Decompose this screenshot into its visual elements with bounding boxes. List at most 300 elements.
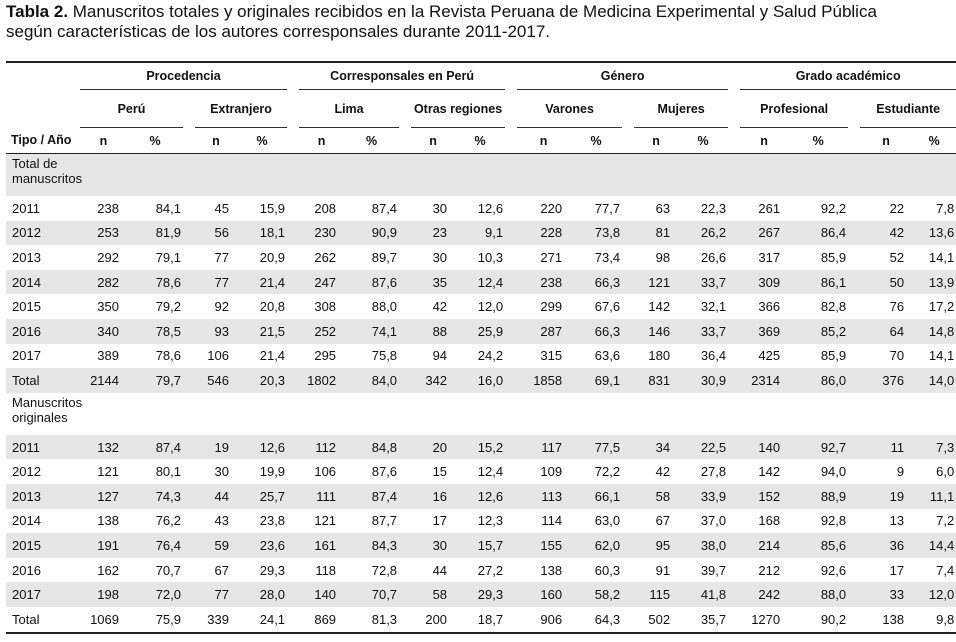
cell-n: 191 — [80, 533, 127, 558]
cell-n: 369 — [740, 319, 788, 344]
cell-n: 309 — [740, 270, 788, 295]
table-row — [6, 245, 956, 270]
cell-pct: 66,3 — [570, 319, 622, 344]
cell-n: 45 — [214, 200, 229, 216]
cell-pct: 14,8 — [912, 319, 956, 344]
cell-n: 112 — [299, 435, 344, 460]
cell-n: 161 — [299, 533, 344, 558]
cell-pct: 78,6 — [127, 270, 183, 295]
cell-pct: 85,9 — [820, 348, 847, 364]
unit-n-header: n — [195, 128, 237, 154]
cell-n: 138 — [540, 562, 563, 578]
cell-pct: 78,6 — [155, 348, 181, 364]
cell-pct: 85,6 — [788, 533, 848, 558]
cell-n: 502 — [648, 611, 671, 627]
section-row — [6, 154, 956, 197]
unit-n-header: n — [411, 128, 455, 154]
cell-pct: 12,4 — [455, 270, 505, 295]
cell-pct: 77,7 — [594, 200, 621, 216]
cell-n: 230 — [299, 221, 344, 246]
cell-n: 152 — [740, 484, 788, 509]
cell-n: 339 — [207, 611, 229, 627]
cell-pct: 18,1 — [237, 221, 287, 246]
row-year: 2011 — [12, 200, 40, 216]
cell-pct: 20,3 — [237, 368, 287, 393]
cell-n: 308 — [314, 299, 337, 315]
cell-n: 869 — [314, 611, 337, 627]
cell-n: 44 — [432, 562, 448, 578]
cell-n: 77 — [195, 270, 237, 295]
cell-n: 77 — [214, 249, 229, 265]
row-year: 2017 — [12, 348, 41, 364]
cell-n: 317 — [758, 249, 781, 265]
cell-n: 17 — [432, 513, 448, 529]
cell-n: 50 — [860, 270, 912, 295]
cell-n: 168 — [758, 513, 781, 529]
cell-n: 287 — [517, 319, 570, 344]
unit-pct-header: % — [912, 128, 956, 154]
cell-n: 342 — [411, 368, 455, 393]
cell-n: 208 — [314, 200, 337, 216]
cell-n: 198 — [80, 582, 127, 607]
cell-n: 253 — [80, 221, 127, 246]
cell-pct: 85,9 — [820, 249, 847, 265]
cell-n: 19 — [860, 484, 912, 509]
unit-n-header: n — [860, 128, 912, 154]
row-year: 2016 — [6, 319, 80, 344]
cell-n: 16 — [411, 484, 455, 509]
cell-n: 94 — [432, 348, 448, 364]
cell-pct: 14,0 — [912, 368, 956, 393]
group-header: Corresponsales en Perú — [299, 62, 505, 90]
cell-n: 111 — [299, 484, 344, 509]
table-row — [6, 294, 956, 319]
cell-pct: 74,3 — [127, 484, 183, 509]
cell-pct: 15,2 — [455, 435, 505, 460]
table-row — [6, 196, 956, 221]
cell-n: 17 — [889, 562, 905, 578]
cell-pct: 30,9 — [678, 368, 728, 393]
cell-pct: 76,4 — [127, 533, 183, 558]
cell-pct: 18,7 — [477, 611, 504, 627]
cell-pct: 20,9 — [259, 249, 286, 265]
cell-n: 376 — [860, 368, 912, 393]
cell-pct: 84,0 — [344, 368, 399, 393]
cell-n: 30 — [432, 200, 448, 216]
cell-n: 42 — [432, 299, 448, 315]
row-year: Total — [6, 368, 80, 393]
cell-pct: 79,7 — [127, 368, 183, 393]
cell-pct: 16,0 — [455, 368, 505, 393]
unit-n-header: n — [517, 128, 570, 154]
cell-pct: 25,7 — [237, 484, 287, 509]
cell-n: 1802 — [299, 368, 344, 393]
unit-n-header: n — [634, 128, 678, 154]
cell-pct: 60,3 — [594, 562, 621, 578]
unit-n-header: n — [740, 128, 788, 154]
sub-header: Extranjero — [195, 90, 287, 128]
cell-n: 262 — [314, 249, 337, 265]
cell-pct: 27,2 — [477, 562, 504, 578]
cell-n: 220 — [540, 200, 563, 216]
cell-n: 127 — [80, 484, 127, 509]
cell-pct: 87,4 — [127, 435, 183, 460]
cell-pct: 94,0 — [820, 464, 847, 480]
cell-n: 114 — [541, 513, 563, 529]
cell-n: 140 — [740, 435, 788, 460]
cell-n: 132 — [80, 435, 127, 460]
cell-pct: 10,3 — [477, 249, 504, 265]
cell-n: 1858 — [517, 368, 570, 393]
cell-n: 30 — [214, 464, 229, 480]
cell-pct: 29,3 — [455, 582, 505, 607]
cell-pct: 92,8 — [820, 513, 847, 529]
cell-pct: 28,0 — [237, 582, 287, 607]
cell-n: 425 — [758, 348, 781, 364]
cell-pct: 20,8 — [259, 299, 286, 315]
table-row — [6, 607, 956, 633]
cell-pct: 81,3 — [371, 611, 398, 627]
cell-pct: 41,8 — [678, 582, 728, 607]
cell-n: 42 — [860, 221, 912, 246]
row-year: 2012 — [12, 464, 41, 480]
cell-n: 77 — [195, 582, 237, 607]
cell-n: 59 — [195, 533, 237, 558]
cell-pct: 81,9 — [127, 221, 183, 246]
cell-pct: 32,1 — [700, 299, 727, 315]
section-title-text: Manuscritos originales — [12, 394, 83, 425]
cell-n: 42 — [655, 464, 671, 480]
cell-pct: 87,4 — [371, 200, 398, 216]
cell-n: 35 — [411, 270, 455, 295]
cell-n: 92 — [214, 299, 229, 315]
row-year: 2015 — [6, 533, 80, 558]
row-year: 2011 — [6, 435, 80, 460]
cell-n: 33 — [860, 582, 912, 607]
cell-pct: 7,3 — [912, 435, 956, 460]
row-year: 2014 — [6, 270, 80, 295]
cell-pct: 77,5 — [570, 435, 622, 460]
cell-n: 146 — [634, 319, 678, 344]
cell-pct: 84,1 — [155, 200, 181, 216]
unit-pct-header: % — [127, 128, 183, 154]
cell-n: 106 — [314, 464, 337, 480]
sub-header: Perú — [80, 90, 183, 128]
row-year: 2017 — [6, 582, 80, 607]
cell-pct: 12,6 — [455, 484, 505, 509]
cell-n: 19 — [195, 435, 237, 460]
cell-pct: 69,1 — [570, 368, 622, 393]
cell-pct: 89,7 — [371, 249, 398, 265]
cell-pct: 29,3 — [259, 562, 286, 578]
cell-pct: 13,9 — [912, 270, 956, 295]
cell-n: 315 — [540, 348, 563, 364]
cell-pct: 22,3 — [700, 200, 727, 216]
cell-n: 81 — [634, 221, 678, 246]
cell-pct: 92,2 — [820, 200, 847, 216]
cell-pct: 66,1 — [570, 484, 622, 509]
cell-pct: 67,6 — [594, 299, 621, 315]
cell-pct: 22,5 — [678, 435, 728, 460]
section-title — [6, 154, 956, 197]
cell-n: 56 — [195, 221, 237, 246]
table-row — [6, 484, 956, 509]
group-header: Género — [517, 62, 728, 90]
cell-n: 282 — [80, 270, 127, 295]
cell-n: 340 — [80, 319, 127, 344]
cell-n: 13 — [889, 513, 905, 529]
section-row — [6, 393, 956, 435]
sub-header: Estudiante — [860, 90, 956, 128]
cell-n: 11 — [860, 435, 912, 460]
cell-pct: 75,8 — [371, 348, 398, 364]
row-year: 2012 — [6, 221, 80, 246]
cell-pct: 85,2 — [788, 319, 848, 344]
unit-pct-header: % — [344, 128, 399, 154]
sub-header: Lima — [299, 90, 399, 128]
cell-n: 350 — [97, 299, 119, 315]
table-row — [6, 270, 956, 295]
unit-pct-header: % — [788, 128, 848, 154]
cell-n: 200 — [425, 611, 448, 627]
cell-pct: 92,6 — [820, 562, 847, 578]
cell-pct: 84,8 — [344, 435, 399, 460]
cell-n: 30 — [432, 249, 448, 265]
cell-pct: 23,6 — [237, 533, 287, 558]
cell-n: 88 — [411, 319, 455, 344]
cell-pct: 35,7 — [700, 611, 727, 627]
cell-pct: 88,9 — [788, 484, 848, 509]
cell-n: 67 — [655, 513, 671, 529]
cell-n: 91 — [655, 562, 671, 578]
cell-n: 271 — [540, 249, 563, 265]
cell-pct: 37,0 — [700, 513, 727, 529]
cell-n: 70 — [889, 348, 905, 364]
cell-pct: 11,1 — [912, 484, 956, 509]
cell-pct: 90,9 — [344, 221, 399, 246]
cell-n: 366 — [758, 299, 781, 315]
cell-pct: 87,7 — [371, 513, 398, 529]
cell-n: 22 — [889, 200, 905, 216]
cell-pct: 7,4 — [936, 562, 955, 578]
cell-pct: 27,8 — [700, 464, 727, 480]
caption-text: Manuscritos totales y originales recibidos en la Revista Peruana de Medicina Experimental y Salud Pública según características de los autores corresponsales durante 2011-2017. — [6, 2, 877, 41]
table-caption — [6, 2, 898, 42]
cell-pct: 21,5 — [237, 319, 287, 344]
cell-pct: 80,1 — [155, 464, 181, 480]
cell-pct: 87,6 — [371, 464, 398, 480]
cell-pct: 14,1 — [928, 249, 955, 265]
unit-pct-header: % — [237, 128, 287, 154]
section-title — [6, 393, 956, 435]
cell-n: 160 — [517, 582, 570, 607]
cell-n: 212 — [758, 562, 781, 578]
cell-pct: 86,0 — [788, 368, 848, 393]
table-row — [6, 509, 956, 534]
unit-pct-header: % — [678, 128, 728, 154]
group-header: Grado académico — [740, 62, 956, 90]
cell-n: 30 — [411, 533, 455, 558]
data-table — [6, 61, 956, 634]
cell-n: 117 — [517, 435, 570, 460]
cell-n: 34 — [634, 435, 678, 460]
cell-pct: 15,7 — [455, 533, 505, 558]
cell-pct: 21,4 — [259, 348, 286, 364]
cell-n: 52 — [889, 249, 905, 265]
cell-pct: 14,1 — [928, 348, 955, 364]
table-row — [6, 582, 956, 607]
cell-n: 138 — [97, 513, 119, 529]
cell-n: 76 — [889, 299, 905, 315]
cell-n: 98 — [655, 249, 671, 265]
cell-pct: 12,6 — [477, 200, 504, 216]
unit-pct-header: % — [455, 128, 505, 154]
cell-n: 299 — [540, 299, 563, 315]
cell-n: 58 — [411, 582, 455, 607]
unit-n-header: n — [80, 128, 127, 154]
cell-n: 1069 — [90, 611, 119, 627]
cell-n: 109 — [540, 464, 563, 480]
cell-pct: 72,0 — [127, 582, 183, 607]
cell-pct: 90,2 — [820, 611, 847, 627]
cell-pct: 9,8 — [936, 611, 955, 627]
cell-pct: 72,2 — [594, 464, 621, 480]
table-row — [6, 533, 956, 558]
cell-pct: 76,2 — [155, 513, 181, 529]
table-row — [6, 344, 956, 369]
cell-n: 138 — [882, 611, 905, 627]
cell-n: 67 — [214, 562, 229, 578]
cell-pct: 73,4 — [594, 249, 621, 265]
cell-n: 238 — [97, 200, 119, 216]
cell-n: 214 — [740, 533, 788, 558]
cell-pct: 88,0 — [371, 299, 398, 315]
cell-pct: 26,2 — [678, 221, 728, 246]
group-header: Procedencia — [80, 62, 287, 90]
cell-n: 906 — [540, 611, 563, 627]
cell-pct: 12,4 — [477, 464, 504, 480]
cell-pct: 12,3 — [477, 513, 504, 529]
cell-pct: 74,1 — [344, 319, 399, 344]
cell-n: 9 — [896, 464, 905, 480]
cell-pct: 12,6 — [237, 435, 287, 460]
cell-n: 267 — [740, 221, 788, 246]
sub-header: Profesional — [740, 90, 848, 128]
cell-pct: 26,6 — [700, 249, 727, 265]
row-year: 2015 — [12, 299, 41, 315]
cell-pct: 86,1 — [788, 270, 848, 295]
cell-n: 228 — [517, 221, 570, 246]
cell-n: 106 — [207, 348, 229, 364]
cell-n: 63 — [655, 200, 671, 216]
table-row — [6, 558, 956, 583]
cell-n: 1270 — [751, 611, 781, 627]
table-row — [6, 319, 956, 344]
cell-pct: 62,0 — [570, 533, 622, 558]
cell-pct: 87,4 — [344, 484, 399, 509]
row-year: Total — [12, 611, 40, 627]
cell-pct: 82,8 — [820, 299, 847, 315]
unit-pct-header: % — [570, 128, 622, 154]
cell-pct: 39,7 — [700, 562, 727, 578]
cell-n: 831 — [634, 368, 678, 393]
cell-pct: 73,8 — [570, 221, 622, 246]
cell-pct: 84,3 — [344, 533, 399, 558]
cell-pct: 92,7 — [788, 435, 848, 460]
sub-header: Mujeres — [634, 90, 728, 128]
cell-n: 15 — [432, 464, 448, 480]
cell-n: 58 — [634, 484, 678, 509]
cell-pct: 36,4 — [700, 348, 727, 364]
cell-n: 95 — [634, 533, 678, 558]
cell-n: 162 — [97, 562, 119, 578]
cell-pct: 78,5 — [127, 319, 183, 344]
cell-pct: 21,4 — [237, 270, 287, 295]
cell-pct: 86,4 — [788, 221, 848, 246]
caption-label: Tabla 2. — [6, 2, 69, 21]
cell-pct: 12,0 — [477, 299, 504, 315]
cell-n: 43 — [214, 513, 229, 529]
cell-n: 93 — [195, 319, 237, 344]
cell-pct: 79,2 — [155, 299, 181, 315]
table-row — [6, 459, 956, 484]
cell-pct: 12,0 — [912, 582, 956, 607]
cell-pct: 87,6 — [344, 270, 399, 295]
cell-pct: 19,9 — [259, 464, 286, 480]
cell-pct: 72,8 — [371, 562, 398, 578]
cell-n: 180 — [648, 348, 671, 364]
cell-n: 115 — [634, 582, 678, 607]
cell-pct: 58,2 — [570, 582, 622, 607]
cell-pct: 7,2 — [936, 513, 955, 529]
cell-pct: 14,4 — [912, 533, 956, 558]
cell-pct: 63,0 — [594, 513, 621, 529]
sub-header: Varones — [517, 90, 622, 128]
cell-n: 44 — [195, 484, 237, 509]
cell-n: 238 — [517, 270, 570, 295]
cell-n: 242 — [740, 582, 788, 607]
cell-n: 389 — [97, 348, 119, 364]
cell-pct: 24,1 — [259, 611, 286, 627]
cell-pct: 17,2 — [928, 299, 955, 315]
cell-n: 252 — [299, 319, 344, 344]
cell-pct: 24,2 — [477, 348, 504, 364]
cell-pct: 13,6 — [912, 221, 956, 246]
cell-pct: 79,1 — [155, 249, 181, 265]
cell-pct: 6,0 — [936, 464, 955, 480]
cell-pct: 64,3 — [594, 611, 621, 627]
cell-n: 118 — [315, 562, 337, 578]
row-year: 2016 — [12, 562, 41, 578]
cell-pct: 75,9 — [155, 611, 181, 627]
cell-n: 140 — [299, 582, 344, 607]
table-row — [6, 221, 956, 246]
cell-pct: 33,7 — [678, 319, 728, 344]
cell-pct: 70,7 — [344, 582, 399, 607]
cell-n: 2314 — [740, 368, 788, 393]
cell-n: 295 — [314, 348, 337, 364]
cell-n: 121 — [97, 464, 119, 480]
cell-n: 36 — [860, 533, 912, 558]
cell-pct: 7,8 — [936, 200, 955, 216]
cell-n: 247 — [299, 270, 344, 295]
row-year: 2013 — [6, 484, 80, 509]
cell-n: 2144 — [80, 368, 127, 393]
cell-n: 155 — [517, 533, 570, 558]
cell-pct: 66,3 — [570, 270, 622, 295]
cell-n: 261 — [758, 200, 781, 216]
cell-pct: 33,7 — [678, 270, 728, 295]
